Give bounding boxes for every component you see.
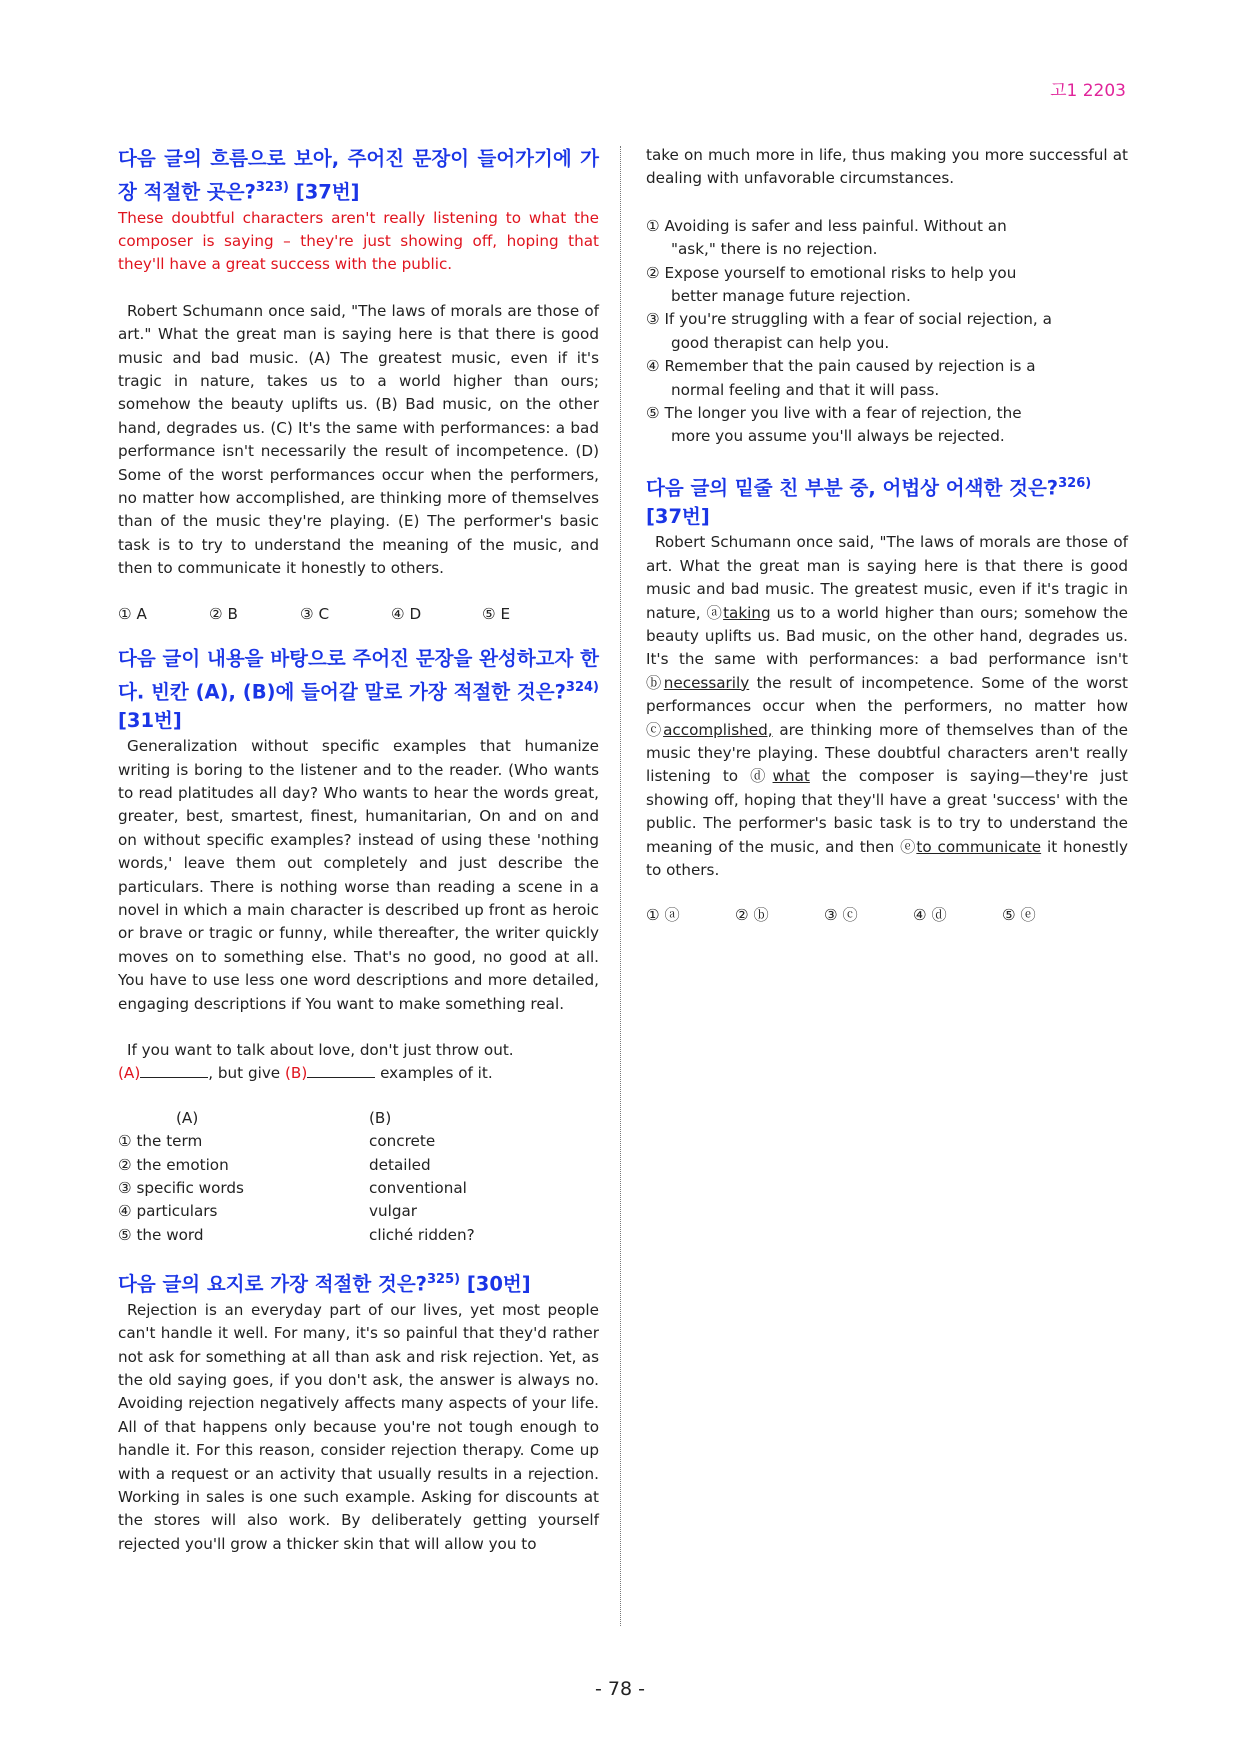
answer-options xyxy=(646,215,1128,449)
marker-d: ⓓ xyxy=(750,767,773,786)
passage: Rejection is an everyday part of our lives, yet most people can't handle it well. For many, it's so painful that they'd rather not ask for something at all than ask and risk rejection. Yet, as the old saying goes, if you don't ask, the answer is always no. Avoiding rejection negatively affects many aspects of your life. All of that happens only because you're not tough enough to handle it. For this reason, consider rejection therapy. Come up with a request or an activity that usually results in a rejection. Working in sales is one such example. Asking for discounts at the stores will also work. By deliberately getting yourself rejected you'll grow a thicker skin that will allow you to xyxy=(118,1300,599,1553)
answer-choices xyxy=(646,904,1128,927)
column-header-b: (B) xyxy=(369,1108,392,1127)
option-table xyxy=(118,1107,599,1247)
marker-e: ⓔ xyxy=(900,837,917,856)
choice[interactable]: ③ ⓒ xyxy=(824,906,858,925)
page-number: - 78 - xyxy=(595,1678,645,1700)
option-row[interactable]: ④ particulars vulgar xyxy=(118,1202,418,1221)
column-header-a: (A) xyxy=(176,1108,199,1127)
choice[interactable]: ④ ⓓ xyxy=(913,906,947,925)
choice[interactable]: ② ⓑ xyxy=(735,906,769,925)
underline-e: to communicate xyxy=(916,837,1042,856)
choice[interactable]: ① A xyxy=(118,604,147,623)
blank-b xyxy=(307,1063,375,1078)
choice[interactable]: ① ⓐ xyxy=(646,906,680,925)
option-row[interactable]: ① the term concrete xyxy=(118,1132,436,1151)
passage: Robert Schumann once said, "The laws of morals are those of art." What the great man is saying here is that there is good music and bad music. (A) The greatest music, even if it's tragic in nature, takes us to a world higher than ours; somehow the beauty uplifts us. (B) Bad music, on the other hand, degrades us. (C) It's the same with performances: a bad performance isn't necessarily the result of incompetence. (D) Some of the worst performances occur when the performers, no matter how accomplished, are thinking more of themselves than of the music they're playing. (E) The performer's basic task is to try to understand the meaning of the music, and then to communicate it honestly to others. xyxy=(118,301,599,578)
question-326 xyxy=(646,469,1128,928)
left-column xyxy=(118,144,599,1556)
passage: Generalization without specific examples that humanize writing is boring to the listener and to the reader. (Who wants to read platitudes all day? Who wants to hear the words great, greater, best, smartest, finest, humanitarian, On and on and on without specific examples? instead of using these 'nothing words,' leave them out completely and just describe the particulars. There is nothing worse than reading a scene in a novel in which a main character is described up front as heroic or brave or tragic or funny, while thereafter, the writer quickly moves on to something else. That's no good, no good at all. You have to use less one word descriptions and more detailed, engaging descriptions if You want to make something real. xyxy=(118,737,599,1013)
question-title: 다음 글의 밑줄 친 부분 중, 어법상 어색한 것은?$^{326)}$ [37번] xyxy=(646,475,1092,529)
question-title: 다음 글이 내용을 바탕으로 주어진 문장을 완성하고자 한다. 빈칸 (A), (B)에 들어갈 말로 가장 적절한 것은?$^{324)}$ [31번] xyxy=(118,646,599,733)
right-column xyxy=(646,144,1128,927)
marker-b: ⓑ xyxy=(646,673,664,692)
choice[interactable]: ④ D xyxy=(391,604,422,623)
underline-b: necessarily xyxy=(663,673,750,692)
question-325 xyxy=(118,1265,599,1556)
option[interactable]: ① Avoiding is safer and less painful. Without an "ask," there is no rejection. xyxy=(646,216,1007,259)
given-sentence: These doubtful characters aren't really listening to what the composer is saying – they're just showing off, hoping that they'll have a great success with the public. xyxy=(118,208,599,274)
column-divider xyxy=(620,146,621,1626)
passage-continued: take on much more in life, thus making you more successful at dealing with unfavorable circumstances. xyxy=(646,146,1128,188)
question-324 xyxy=(118,644,599,1248)
choice[interactable]: ⑤ E xyxy=(482,604,511,623)
option[interactable]: ② Expose yourself to emotional risks to help you better manage future rejection. xyxy=(646,263,1017,306)
underline-a: taking xyxy=(723,603,771,622)
option-row[interactable]: ② the emotion detailed xyxy=(118,1155,431,1174)
option-row[interactable]: ⑤ the word cliché ridden? xyxy=(118,1225,475,1244)
option[interactable]: ⑤ The longer you live with a fear of rejection, the more you assume you'll always be rejected. xyxy=(646,404,1022,446)
underline-d: what xyxy=(772,767,810,786)
choice[interactable]: ⑤ ⓔ xyxy=(1002,906,1036,925)
underline-c: accomplished, xyxy=(663,720,773,739)
passage: Robert Schumann once said, "The laws of morals are those of art. What the great man is saying here is that there is good music and bad music. The greatest music, even if it's tragic in nature, ⓐtaking us to a world higher than ours; somehow the beauty uplifts us. Bad music, on the other hand, degrades us. It's the same with performances: a bad performance isn't ⓑnecessarily the result of incompetence. Some of the worst performances occur when the performers, no matter how ⓒaccomplished, are thinking more of themselves than of the music they're playing. These doubtful characters aren't really listening to ⓓwhat the composer is saying—they're just showing off, hoping that they'll have a great 'success' with the public. The performer's basic task is to try to understand the meaning of the music, and then ⓔto communicate it honestly to others. xyxy=(646,533,1129,880)
question-title: 다음 글의 요지로 가장 적절한 것은?$^{325)}$ [30번] xyxy=(118,1272,531,1296)
option-row[interactable]: ③ specific words conventional xyxy=(118,1179,467,1197)
question-title: 다음 글의 흐름으로 보아, 주어진 문장이 들어가기에 가장 적절한 곳은?$^{323)}$ [37번] xyxy=(118,147,599,204)
answer-choices xyxy=(118,603,599,626)
question-323 xyxy=(118,144,599,626)
document-code: 고1 2203 xyxy=(1050,81,1126,101)
choice[interactable]: ③ C xyxy=(300,604,330,623)
blank-a xyxy=(140,1063,208,1078)
option[interactable]: ④ Remember that the pain caused by rejection is a normal feeling and that it will pass. xyxy=(646,357,1036,399)
option[interactable]: ③ If you're struggling with a fear of social rejection, a good therapist can help you. xyxy=(646,310,1052,352)
marker-a: ⓐ xyxy=(706,603,724,622)
summary-sentence: If you want to talk about love, don't just throw out. (A) , but give (B) examples of it. xyxy=(118,1040,514,1083)
choice[interactable]: ② B xyxy=(209,604,238,623)
marker-c: ⓒ xyxy=(646,720,664,739)
